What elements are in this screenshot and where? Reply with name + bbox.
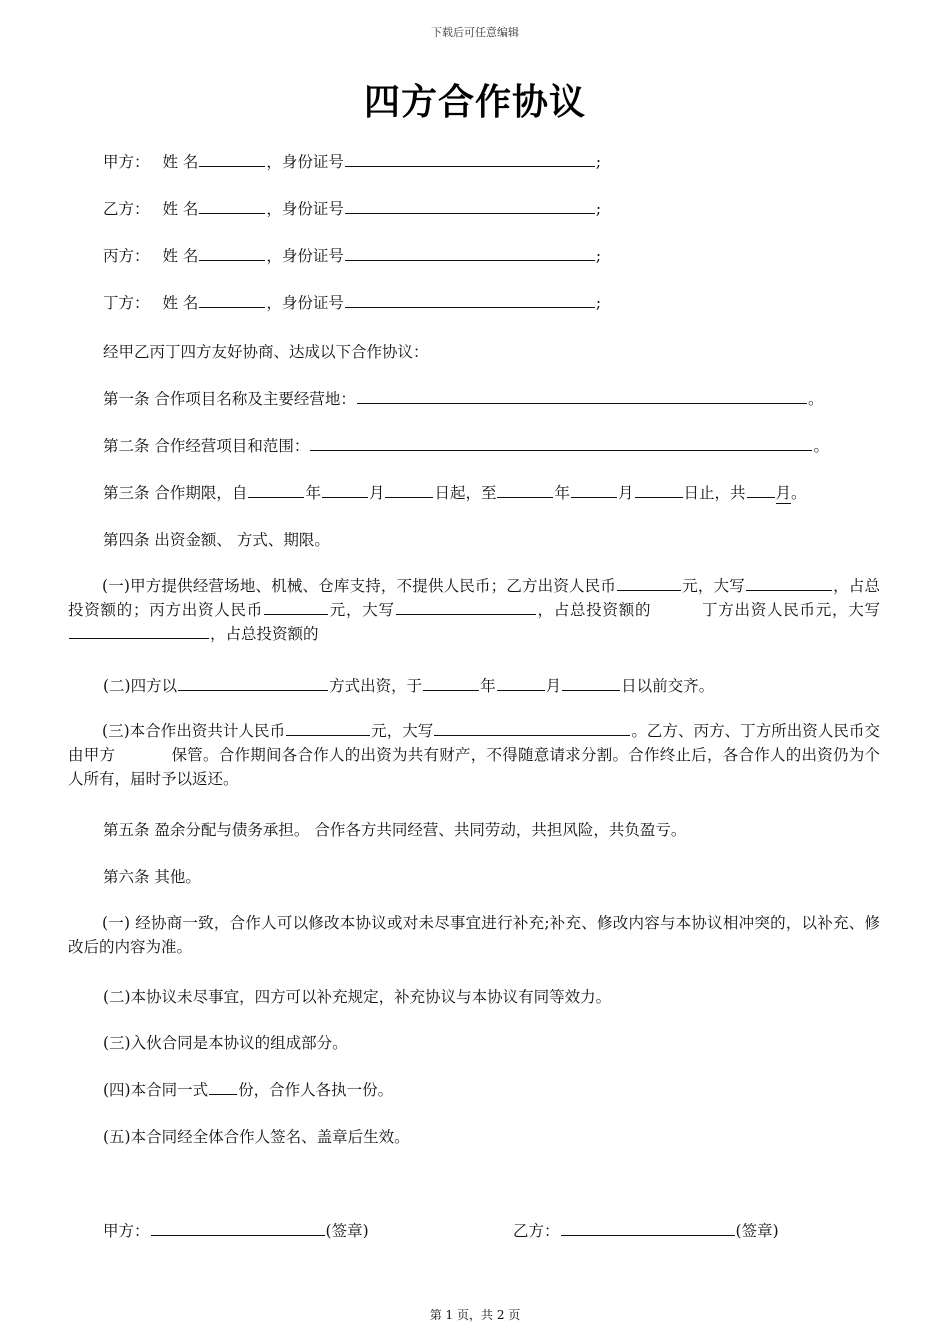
start-month-blank[interactable] bbox=[322, 482, 368, 498]
due-day-blank[interactable] bbox=[562, 675, 620, 691]
id-label: ，身份证号 bbox=[266, 294, 344, 312]
text: 元，大写 bbox=[682, 577, 745, 595]
article-4-label: 第四条 出资金额、 方式、期限。 bbox=[103, 531, 330, 549]
month-label: 月 bbox=[618, 484, 634, 502]
total-capital-blank[interactable] bbox=[434, 720, 630, 736]
due-month-blank[interactable] bbox=[497, 675, 545, 691]
signature-jia bbox=[103, 1219, 369, 1241]
method-blank[interactable] bbox=[178, 675, 328, 691]
month-label: 月 bbox=[368, 484, 385, 502]
text: 元，大写 bbox=[328, 601, 395, 619]
month-total-label: 月 bbox=[776, 481, 792, 504]
article-1 bbox=[103, 387, 823, 409]
article-6-item-5: (五)本合同经全体合作人签名、盖章后生效。 bbox=[103, 1128, 410, 1146]
text: ，占总投资额的 bbox=[536, 601, 652, 619]
bing-amount-blank[interactable] bbox=[264, 599, 328, 615]
article-2-label: 第二条 合作经营项目和范围： bbox=[103, 437, 310, 455]
article-6-label: 第六条 其他。 bbox=[103, 868, 201, 886]
end-month-blank[interactable] bbox=[571, 482, 617, 498]
text: 丁方出资人民币 bbox=[701, 601, 816, 619]
article-6-item-2: (二)本协议未尽事宜，四方可以补充规定，补充协议与本协议有同等效力。 bbox=[103, 988, 612, 1006]
page-footer: 第 1 页，共 2 页 bbox=[429, 1308, 521, 1322]
article-2 bbox=[103, 434, 829, 456]
id-blank[interactable] bbox=[345, 198, 595, 214]
party-row-yi bbox=[103, 197, 601, 219]
party-role: 甲方： bbox=[103, 153, 150, 171]
line-end: 。 bbox=[807, 390, 824, 408]
party-label: 乙方： bbox=[513, 1222, 560, 1240]
text: 日以前交齐。 bbox=[621, 677, 715, 695]
yi-capital-blank[interactable] bbox=[746, 575, 832, 591]
article-3-label: 第三条 合作期限，自 bbox=[103, 484, 248, 502]
line-end: ; bbox=[595, 247, 602, 265]
bing-capital-blank[interactable] bbox=[396, 599, 536, 615]
line-end: ; bbox=[595, 294, 602, 312]
scope-blank[interactable] bbox=[310, 435, 812, 451]
id-label: ，身份证号 bbox=[266, 200, 344, 218]
article-3 bbox=[103, 481, 807, 504]
signature-yi-blank[interactable] bbox=[561, 1220, 735, 1236]
id-blank[interactable] bbox=[345, 292, 595, 308]
text: 。乙方、丙方、丁方所出资人民币交由甲方 bbox=[68, 722, 880, 764]
line-end: ; bbox=[595, 200, 602, 218]
day-from-label: 日起，至 bbox=[434, 484, 497, 502]
start-year-blank[interactable] bbox=[248, 482, 304, 498]
total-amount-blank[interactable] bbox=[286, 720, 370, 736]
name-label: 姓 名 bbox=[162, 247, 199, 265]
text: 份，合作人各执一份。 bbox=[238, 1081, 394, 1099]
text: (四)本合同一式 bbox=[103, 1081, 209, 1099]
start-day-blank[interactable] bbox=[385, 482, 433, 498]
seal-label: (签章) bbox=[325, 1222, 369, 1240]
year-label: 年 bbox=[554, 484, 570, 502]
total-months-blank[interactable] bbox=[747, 482, 775, 498]
project-name-blank[interactable] bbox=[357, 388, 807, 404]
signature-yi bbox=[513, 1219, 779, 1241]
ding-capital-blank[interactable] bbox=[69, 623, 209, 639]
text: 方式出资，于 bbox=[329, 677, 423, 695]
article-1-label: 第一条 合作项目名称及主要经营地： bbox=[103, 390, 356, 408]
id-blank[interactable] bbox=[345, 151, 595, 167]
name-label: 姓 名 bbox=[162, 200, 199, 218]
text: 保管。合作期间各合作人的出资为共有财产，不得随意请求分割。合作终止后，各合作人的出资仍为个人所有，届时予以返还。 bbox=[68, 746, 880, 788]
party-row-bing bbox=[103, 244, 601, 266]
article-4-para-2 bbox=[103, 674, 714, 696]
name-blank[interactable] bbox=[199, 198, 265, 214]
text: (二)四方以 bbox=[103, 677, 178, 695]
party-label: 甲方： bbox=[103, 1222, 150, 1240]
id-label: ，身份证号 bbox=[266, 153, 344, 171]
article-4-para-3 bbox=[68, 719, 880, 791]
name-blank[interactable] bbox=[199, 292, 265, 308]
day-to-label: 日止，共 bbox=[683, 484, 746, 502]
copies-blank[interactable] bbox=[209, 1079, 237, 1095]
party-row-ding bbox=[103, 291, 601, 313]
article-6-item-1: (一) 经协商一致，合作人可以修改本协议或对未尽事宜进行补充;补充、修改内容与本协议相冲突的，以补充、修改后的内容为准。 bbox=[68, 914, 880, 956]
text: (一)甲方提供经营场地、机械、仓库支持，不提供人民币；乙方出资人民币 bbox=[102, 577, 617, 595]
text: 元，大写 bbox=[815, 601, 880, 619]
seal-label: (签章) bbox=[735, 1222, 779, 1240]
line-end: 。 bbox=[813, 437, 829, 455]
text: 月 bbox=[545, 677, 562, 695]
article-4-para-1 bbox=[68, 574, 880, 646]
document-title: 四方合作协议 bbox=[363, 82, 586, 123]
line-end: 。 bbox=[791, 484, 807, 502]
name-label: 姓 名 bbox=[162, 294, 199, 312]
signature-jia-blank[interactable] bbox=[151, 1220, 325, 1236]
article-6-item-3: (三)入伙合同是本协议的组成部分。 bbox=[103, 1034, 348, 1052]
name-blank[interactable] bbox=[199, 245, 265, 261]
due-year-blank[interactable] bbox=[423, 675, 479, 691]
line-end: ; bbox=[595, 153, 602, 171]
article-6-item-4 bbox=[103, 1078, 393, 1100]
header-note: 下载后可任意编辑 bbox=[431, 26, 519, 39]
end-year-blank[interactable] bbox=[497, 482, 553, 498]
text: 年 bbox=[480, 677, 496, 695]
text: ，占总投资额的 bbox=[210, 625, 319, 643]
end-day-blank[interactable] bbox=[635, 482, 683, 498]
yi-amount-blank[interactable] bbox=[617, 575, 681, 591]
text: (三)本合作出资共计人民币 bbox=[102, 722, 286, 740]
id-label: ，身份证号 bbox=[266, 247, 344, 265]
party-role: 乙方： bbox=[103, 200, 150, 218]
party-role: 丁方： bbox=[103, 294, 150, 312]
party-role: 丙方： bbox=[103, 247, 150, 265]
party-row-jia bbox=[103, 150, 601, 172]
id-blank[interactable] bbox=[345, 245, 595, 261]
text: ，占总投资额的；丙方出资人民币 bbox=[68, 577, 880, 619]
text: 元，大写 bbox=[371, 722, 434, 740]
name-label: 姓 名 bbox=[162, 153, 199, 171]
intro-text: 经甲乙丙丁四方友好协商、达成以下合作协议： bbox=[103, 343, 429, 361]
year-label: 年 bbox=[305, 484, 321, 502]
article-5: 第五条 盈余分配与债务承担。 合作各方共同经营、共同劳动，共担风险，共负盈亏。 bbox=[103, 821, 687, 839]
name-blank[interactable] bbox=[199, 151, 265, 167]
